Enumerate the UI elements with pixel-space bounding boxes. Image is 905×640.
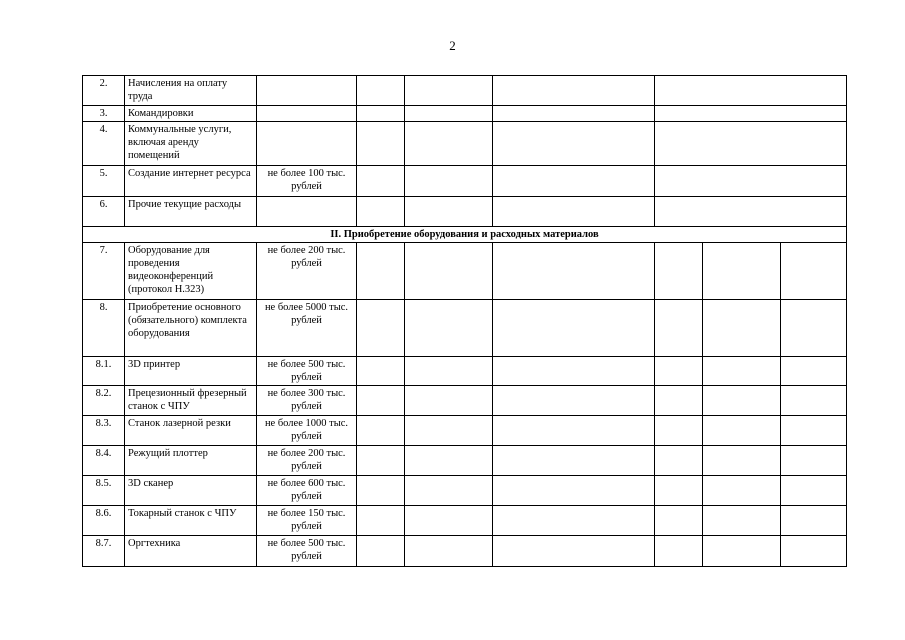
empty-cell — [405, 166, 493, 197]
empty-cell — [493, 476, 655, 506]
empty-cell — [655, 300, 703, 357]
table-row — [83, 476, 847, 506]
empty-cell — [655, 166, 847, 197]
empty-cell — [405, 446, 493, 476]
cost-limit — [257, 122, 357, 166]
empty-cell — [655, 357, 703, 386]
section-title: II. Приобретение оборудования и расходных материалов — [83, 227, 847, 243]
row-number: 2. — [83, 76, 125, 106]
empty-cell — [703, 506, 781, 536]
cost-limit: не более 600 тыс. рублей — [257, 476, 357, 506]
empty-cell — [703, 446, 781, 476]
empty-cell — [655, 386, 703, 416]
row-number: 5. — [83, 166, 125, 197]
empty-cell — [781, 416, 847, 446]
row-number: 3. — [83, 106, 125, 122]
empty-cell — [781, 506, 847, 536]
budget-table — [82, 75, 847, 567]
empty-cell — [781, 386, 847, 416]
expense-name: Токарный станок с ЧПУ — [125, 506, 257, 536]
row-number: 8.3. — [83, 416, 125, 446]
expense-name: Станок лазерной резки — [125, 416, 257, 446]
empty-cell — [405, 300, 493, 357]
empty-cell — [405, 476, 493, 506]
cost-limit: не более 5000 тыс. рублей — [257, 300, 357, 357]
empty-cell — [493, 536, 655, 567]
empty-cell — [655, 536, 703, 567]
cost-limit: не более 200 тыс. рублей — [257, 446, 357, 476]
empty-cell — [655, 122, 847, 166]
table-row — [83, 506, 847, 536]
empty-cell — [493, 197, 655, 227]
empty-cell — [655, 106, 847, 122]
empty-cell — [493, 446, 655, 476]
expense-name: Режущий плоттер — [125, 446, 257, 476]
empty-cell — [703, 300, 781, 357]
table-row — [83, 243, 847, 300]
cost-limit: не более 1000 тыс. рублей — [257, 416, 357, 446]
cost-limit: не более 200 тыс. рублей — [257, 243, 357, 300]
cost-limit — [257, 106, 357, 122]
row-number: 8.6. — [83, 506, 125, 536]
empty-cell — [357, 506, 405, 536]
empty-cell — [493, 386, 655, 416]
table-section-equipment-items — [83, 243, 847, 567]
empty-cell — [357, 357, 405, 386]
empty-cell — [655, 243, 703, 300]
row-number: 6. — [83, 197, 125, 227]
empty-cell — [703, 357, 781, 386]
expense-name: Прочие текущие расходы — [125, 197, 257, 227]
empty-cell — [357, 76, 405, 106]
empty-cell — [655, 446, 703, 476]
expense-name: Оргтехника — [125, 536, 257, 567]
empty-cell — [405, 386, 493, 416]
empty-cell — [405, 536, 493, 567]
empty-cell — [493, 357, 655, 386]
empty-cell — [781, 357, 847, 386]
empty-cell — [655, 76, 847, 106]
row-number: 8.7. — [83, 536, 125, 567]
row-number: 8.5. — [83, 476, 125, 506]
empty-cell — [357, 300, 405, 357]
table-row — [83, 386, 847, 416]
empty-cell — [405, 506, 493, 536]
cost-limit: не более 500 тыс. рублей — [257, 536, 357, 567]
empty-cell — [493, 76, 655, 106]
empty-cell — [703, 416, 781, 446]
empty-cell — [781, 476, 847, 506]
empty-cell — [405, 416, 493, 446]
empty-cell — [405, 243, 493, 300]
empty-cell — [357, 243, 405, 300]
table-row — [83, 536, 847, 567]
page-number: 2 — [449, 38, 456, 53]
empty-cell — [781, 446, 847, 476]
expense-name: Оборудование для проведения видеоконференций (протокол H.323) — [125, 243, 257, 300]
empty-cell — [493, 122, 655, 166]
row-number: 8.2. — [83, 386, 125, 416]
expense-name: 3D сканер — [125, 476, 257, 506]
section-header-row — [83, 227, 847, 243]
empty-cell — [493, 243, 655, 300]
table-section-current-expenses — [83, 76, 847, 227]
empty-cell — [357, 536, 405, 567]
empty-cell — [703, 243, 781, 300]
empty-cell — [357, 416, 405, 446]
table-row — [83, 76, 847, 106]
cost-limit: не более 300 тыс. рублей — [257, 386, 357, 416]
cost-limit: не более 100 тыс. рублей — [257, 166, 357, 197]
expense-name: Приобретение основного (обязательного) комплекта оборудования — [125, 300, 257, 357]
empty-cell — [405, 197, 493, 227]
empty-cell — [655, 197, 847, 227]
table-row — [83, 416, 847, 446]
empty-cell — [405, 106, 493, 122]
table-row — [83, 197, 847, 227]
row-number: 4. — [83, 122, 125, 166]
row-number: 7. — [83, 243, 125, 300]
row-number: 8.1. — [83, 357, 125, 386]
empty-cell — [493, 506, 655, 536]
empty-cell — [493, 300, 655, 357]
empty-cell — [703, 536, 781, 567]
empty-cell — [781, 243, 847, 300]
cost-limit: не более 500 тыс. рублей — [257, 357, 357, 386]
row-number: 8.4. — [83, 446, 125, 476]
empty-cell — [781, 536, 847, 567]
empty-cell — [781, 300, 847, 357]
empty-cell — [357, 197, 405, 227]
empty-cell — [493, 106, 655, 122]
cost-limit — [257, 197, 357, 227]
expense-name: Прецезионный фрезерный станок с ЧПУ — [125, 386, 257, 416]
empty-cell — [357, 476, 405, 506]
cost-limit: не более 150 тыс. рублей — [257, 506, 357, 536]
table-row — [83, 300, 847, 357]
table-row — [83, 446, 847, 476]
empty-cell — [493, 166, 655, 197]
empty-cell — [655, 476, 703, 506]
empty-cell — [357, 122, 405, 166]
table-row — [83, 122, 847, 166]
table-row — [83, 357, 847, 386]
empty-cell — [703, 476, 781, 506]
empty-cell — [405, 76, 493, 106]
empty-cell — [493, 416, 655, 446]
expense-name: Командировки — [125, 106, 257, 122]
table-row — [83, 166, 847, 197]
expense-name: 3D принтер — [125, 357, 257, 386]
empty-cell — [357, 446, 405, 476]
expense-name: Начисления на оплату труда — [125, 76, 257, 106]
table-row — [83, 106, 847, 122]
row-number: 8. — [83, 300, 125, 357]
expense-name: Создание интернет ресурса — [125, 166, 257, 197]
table-section-equipment — [83, 227, 847, 243]
empty-cell — [357, 386, 405, 416]
cost-limit — [257, 76, 357, 106]
empty-cell — [405, 122, 493, 166]
empty-cell — [703, 386, 781, 416]
empty-cell — [357, 166, 405, 197]
expense-name: Коммунальные услуги, включая аренду помещений — [125, 122, 257, 166]
empty-cell — [357, 106, 405, 122]
empty-cell — [655, 416, 703, 446]
empty-cell — [655, 506, 703, 536]
empty-cell — [405, 357, 493, 386]
